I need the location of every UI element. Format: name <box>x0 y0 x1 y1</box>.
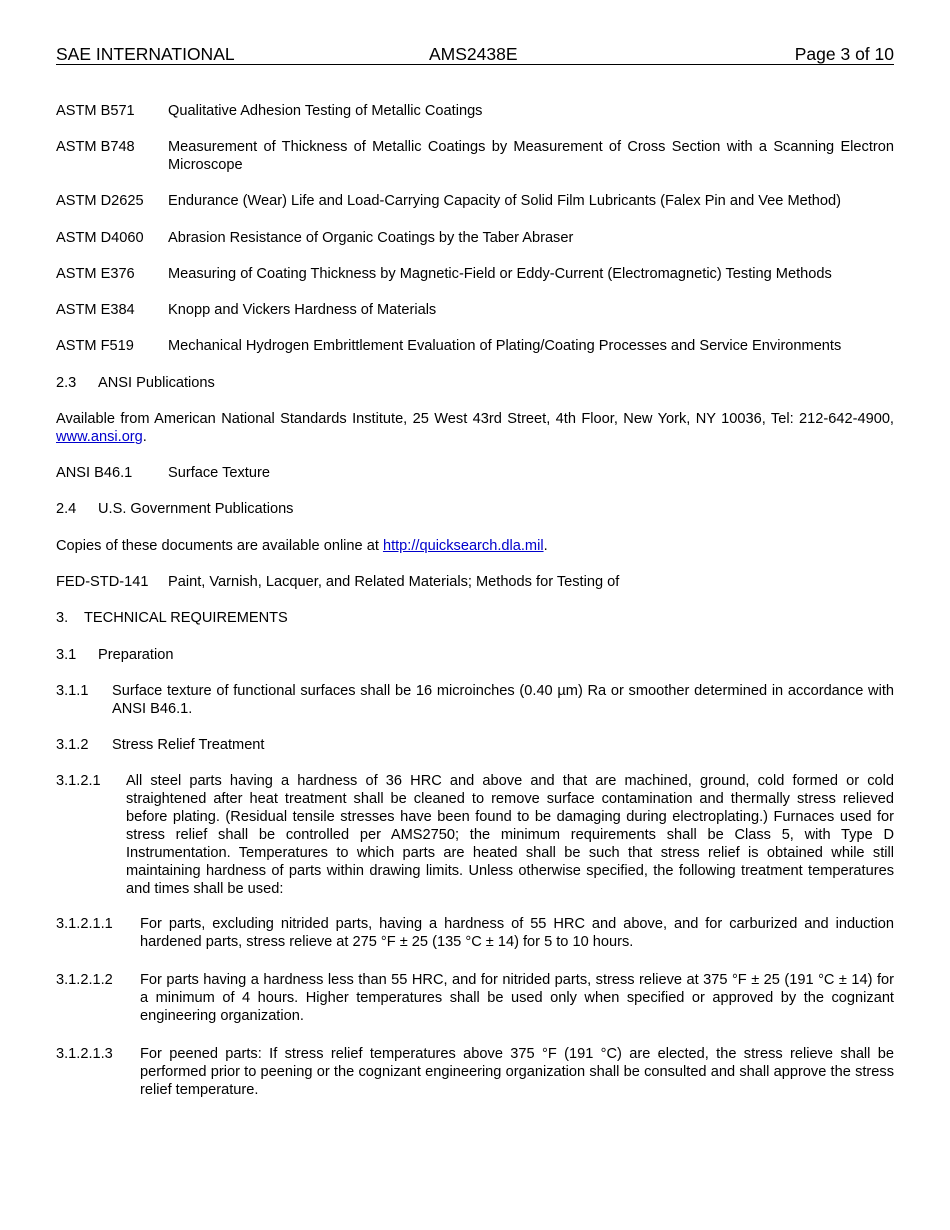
reference-title: Knopp and Vickers Hardness of Materials <box>168 302 437 318</box>
reference-title: Measuring of Coating Thickness by Magnetic-Field or Eddy-Current (Electromagnetic) Testing Methods <box>168 266 832 282</box>
section-number: 3. <box>56 610 69 626</box>
section-number: 3.1.2.1 <box>56 773 101 789</box>
reference-code: ASTM B748 <box>56 139 135 155</box>
reference-code: ASTM E384 <box>56 302 135 318</box>
section-number: 2.4 <box>56 501 77 517</box>
reference-code: ASTM F519 <box>56 338 134 354</box>
section-text: For peened parts: If stress relief temperatures above 375 °F (191 °C) are elected, the stress relieve shall be performed prior to peening or the cognizant engineering organization shall be consulted and shall approve the stress relief temperature. <box>140 1046 894 1098</box>
reference-title: Mechanical Hydrogen Embrittlement Evaluation of Plating/Coating Processes and Service Environments <box>168 338 842 354</box>
reference-title: Qualitative Adhesion Testing of Metallic Coatings <box>168 103 483 119</box>
section-text: For parts, excluding nitrided parts, having a hardness of 55 HRC and above, and for carburized and induction hardened parts, stress relieve at 275 °F ± 25 (135 °C ± 14) for 5 to 10 hours. <box>140 916 894 950</box>
section-text: Surface texture of functional surfaces shall be 16 microinches (0.40 µm) Ra or smoother determined in accordance with ANSI B46.1. <box>112 683 894 717</box>
ansi-availability-text: Available from American National Standards Institute, 25 West 43rd Street, 4th Floor, New York, NY 10036, Tel: 212-642-4900, <box>56 411 894 427</box>
reference-code: ANSI B46.1 <box>56 465 133 481</box>
section-number: 2.3 <box>56 375 77 391</box>
gov-copies-paragraph <box>56 537 894 555</box>
section-number: 3.1.2 <box>56 737 89 753</box>
reference-code: FED-STD-141 <box>56 574 149 590</box>
header-org: SAE INTERNATIONAL <box>56 44 235 64</box>
quicksearch-link[interactable]: http://quicksearch.dla.mil <box>382 538 544 554</box>
reference-title: Paint, Varnish, Lacquer, and Related Materials; Methods for Testing of <box>168 574 620 590</box>
reference-title: Measurement of Thickness of Metallic Coatings by Measurement of Cross Section with a Scanning Electron Microscope <box>168 139 894 173</box>
reference-title: Abrasion Resistance of Organic Coatings by the Taber Abraser <box>168 230 574 246</box>
section-title: Preparation <box>98 647 174 663</box>
section-text: For parts having a hardness less than 55 HRC, and for nitrided parts, stress relieve at 375 °F ± 25 (191 °C ± 14) for a minimum of 4 hours. Higher temperatures shall be used only when specified or approved by the cognizant engineering organization. <box>140 972 894 1024</box>
section-number: 3.1.2.1.1 <box>56 916 113 932</box>
section-number: 3.1.2.1.2 <box>56 972 113 988</box>
section-number: 3.1.1 <box>56 683 89 699</box>
reference-code: ASTM D4060 <box>56 230 144 246</box>
section-text: All steel parts having a hardness of 36 HRC and above and that are machined, ground, cold formed or cold straightened after heat treatment shall be cleaned to remove surface contamination and thermally stress relieved before plating. (Residual tensile stresses have been found to be damaging during electroplating.) Furnaces used for stress relief shall be controlled per AMS2750; the minimum requirements shall be Class 5, with Type D Instrumentation. Temperatures to which parts are heated shall be such that stress relief is obtained while still maintaining hardness of parts within drawing limits. Unless otherwise specified, the following treatment temperatures and times shall be used: <box>126 773 894 897</box>
section-title: ANSI Publications <box>98 375 215 391</box>
section-title: U.S. Government Publications <box>98 501 294 517</box>
reference-code: ASTM B571 <box>56 103 135 119</box>
gov-copies-text: Copies of these documents are available online at <box>56 538 383 554</box>
section-title: TECHNICAL REQUIREMENTS <box>84 610 288 626</box>
reference-title: Surface Texture <box>168 465 270 481</box>
section-number: 3.1 <box>56 647 77 663</box>
reference-title: Endurance (Wear) Life and Load-Carrying Capacity of Solid Film Lubricants (Falex Pin and Vee Method) <box>168 193 842 209</box>
gov-copies-end: . <box>543 538 548 554</box>
ansi-website-link[interactable]: www.ansi.org <box>56 429 143 445</box>
section-number: 3.1.2.1.3 <box>56 1046 113 1062</box>
ansi-availability-paragraph <box>56 410 894 446</box>
page-header <box>56 44 894 65</box>
header-page-number: Page 3 of 10 <box>794 44 894 64</box>
reference-code: ASTM D2625 <box>56 193 144 209</box>
header-doc-id: AMS2438E <box>429 44 518 64</box>
ansi-availability-end: . <box>142 429 147 445</box>
reference-code: ASTM E376 <box>56 266 135 282</box>
section-title: Stress Relief Treatment <box>112 737 265 753</box>
